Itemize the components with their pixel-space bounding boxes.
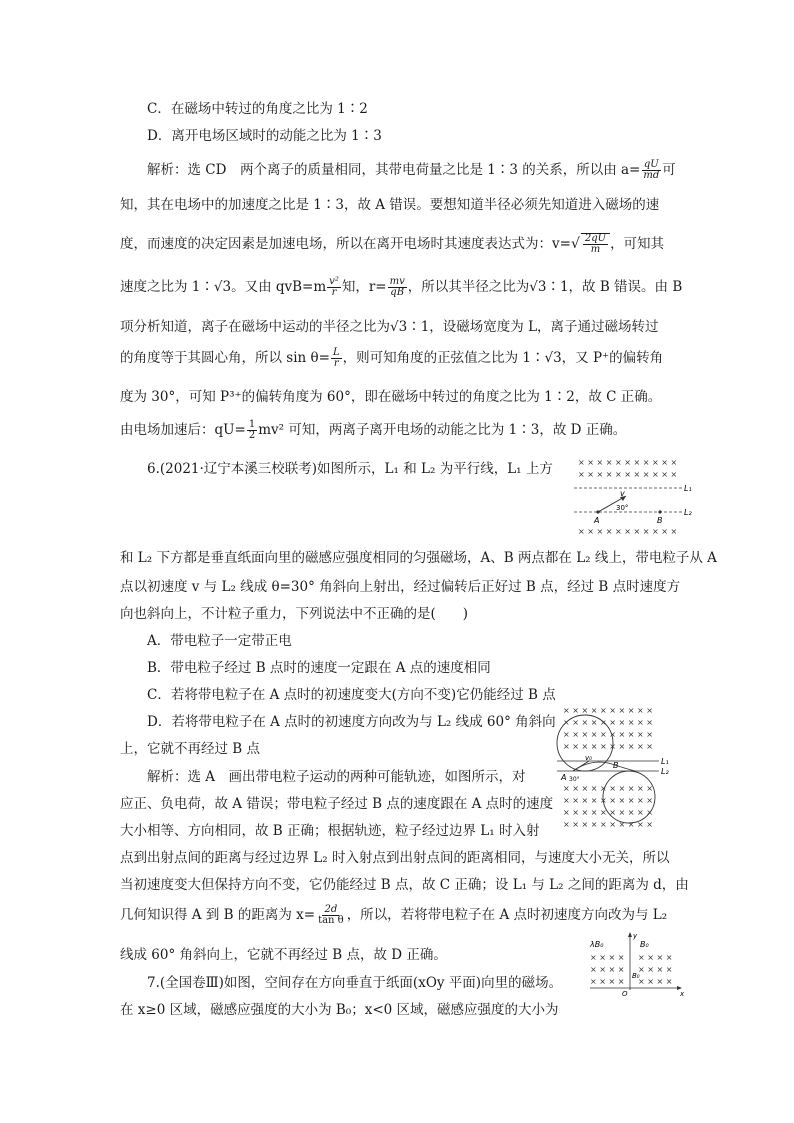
label-b0-lower: B₀: [632, 972, 640, 980]
field-crosses-upper: [563, 706, 653, 751]
q6-line-2: 和 L₂ 下方都是垂直纸面向里的磁感应强度相同的匀强磁场，A、B 两点都在 L₂ 线上，带电粒子从 A: [120, 550, 717, 566]
analysis-line-5: 项分析知道，离子在磁场中运动的半径之比为√3∶1，设磁场宽度为 L，离子通过磁场转过: [120, 319, 659, 335]
velocity-arrow: [573, 761, 589, 771]
analysis-line-7: 度为 30°，可知 P³⁺的偏转角度为 60°，即在磁场中转过的角度之比为 1∶2，故 C 正确。: [120, 389, 662, 405]
q6-option-d-2: 上，它就不再经过 B 点: [120, 741, 261, 757]
label-b: B: [613, 761, 619, 770]
field-crosses: [590, 953, 672, 986]
q7-line-1: 7.(全国卷Ⅲ)如图，空间存在方向垂直于纸面(xOy 平面)向里的磁场。: [147, 975, 563, 991]
label-l2: L₂: [684, 508, 692, 517]
analysis6-line-7: 线成 60° 角斜向上，它就不再经过 B 点，故 D 正确。: [120, 947, 447, 963]
analysis6-line-2: 应正、负电荷，故 A 错误；带电粒子经过 B 点的速度跟在 A 点时的速度: [120, 796, 554, 812]
analysis6-line-6: 几何知识得 A 到 B 的距离为 x= $\frac{2d}{\text{tan θ}}$ ，所以，若将带电粒子在 A 点时初速度方向改为与 L₂: [120, 903, 668, 926]
q6-line-3: 点以初速度 v 与 L₂ 线成 θ=30° 角斜向上射出，经过偏转后正好过 B 点，经过 B 点时速度方: [120, 579, 681, 595]
q6-option-d-1: D．若将带电粒子在 A 点时的初速度方向改为与 L₂ 线成 60° 角斜向: [147, 714, 556, 730]
label-a: A: [594, 516, 600, 525]
analysis-line-1: 解析：选 CD 两个离子的质量相同，其带电荷量之比是 1∶3 的关系，所以由 a= $\frac{qU}{md}$ 可: [147, 158, 676, 181]
label-y: y: [633, 932, 638, 940]
q6-solution-figure: [555, 703, 675, 833]
analysis6-line-5: 当初速度变大但保持方向不变，它仍能经过 B 点，故 C 正确；设 L₁ 与 L₂ 之间的距离为 d，由: [120, 877, 689, 893]
analysis-line-3: 度，而速度的决定因素是加速电场，所以在离开电场时其速度表达式为：v=√ $\frac{2qU}{m}$ ，可知其: [120, 232, 665, 255]
svg-text:× × × ×: × × × ×: [638, 953, 673, 962]
label-b0: B₀: [640, 940, 649, 949]
svg-text:× × × × × × × × × × ×: × × × × × × × × × × ×: [578, 458, 678, 467]
svg-text:× × × ×: × × × ×: [590, 977, 625, 986]
svg-text:× × × ×: × × × ×: [638, 965, 673, 974]
svg-text:× × × × × × × × × ×: × × × × × × × × × ×: [563, 742, 653, 751]
svg-text:× × × ×: × × × ×: [590, 953, 625, 962]
analysis6-line-3: 大小相等、方向相同，故 B 正确；根据轨迹，粒子经过边界 L₁ 时入射: [120, 823, 540, 839]
analysis-line-8: 由电场加速后：qU= $\frac{1}{2}$ mv² 可知，两离子离开电场的动能之比为 1∶3，故 D 正确。: [120, 418, 627, 441]
analysis-line-4: 速度之比为 1∶√3。又由 qvB=m $\frac{\text{v²}}{r}$ 知，r= $\frac{mv}{qB}$ ，所以其半径之比为√3∶1，故 B 错误。由 B: [120, 275, 683, 298]
field-crosses-lower: [563, 784, 653, 829]
svg-text:× × × × × × × × × × ×: × × × × × × × × × × ×: [578, 470, 678, 479]
point-b: [658, 510, 661, 513]
analysis-line-2: 知，其在电场中的加速度之比是 1∶3，故 A 错误。要想知道半径必须先知道进入磁场的速: [120, 197, 660, 213]
label-angle: 30°: [569, 776, 580, 783]
svg-text:× × × × × × × × × ×: × × × × × × × × × ×: [563, 718, 653, 727]
option-d: D．离开电场区域时的动能之比为 1∶3: [147, 128, 382, 144]
svg-text:× × × × × × × × × ×: × × × × × × × × × ×: [563, 706, 653, 715]
q6-option-a: A．带电粒子一定带正电: [147, 633, 292, 649]
field-crosses-top: [578, 458, 677, 479]
analysis6-line-4: 点到出射点间的距离与经过边界 L₂ 时入射点到出射点间的距离相同，与速度大小无关，所以: [120, 850, 670, 866]
label-v: v₀: [585, 754, 592, 762]
q6-line-4: 向也斜向上，不计粒子重力，下列说法中不正确的是( ): [120, 606, 469, 622]
svg-text:× × × ×: × × × ×: [590, 965, 625, 974]
q6-option-c: C．若将带电粒子在 A 点时的初速度变大(方向不变)它仍能经过 B 点: [147, 687, 556, 703]
label-l1: L₁: [684, 484, 692, 493]
label-l2: L₂: [661, 767, 669, 776]
svg-text:× × × × × × × × × × ×: × × × × × × × × × × ×: [578, 527, 678, 536]
label-lambda-b0: λB₀: [590, 940, 604, 949]
q7-line-2: 在 x≥0 区域，磁感应强度的大小为 B₀；x<0 区域，磁感应强度的大小为: [120, 1002, 559, 1018]
q7-figure: [588, 930, 688, 1000]
svg-text:× × × × × × × × × ×: × × × × × × × × × ×: [563, 808, 653, 817]
label-x: x: [680, 990, 685, 998]
svg-text:× × × × × × × × × ×: × × × × × × × × × ×: [563, 730, 653, 739]
label-o: O: [622, 990, 628, 998]
analysis-line-6: 的角度等于其圆心角，所以 sin θ= $\frac{L}{r}$ ，则可知角度的正弦值之比为 1∶√3，又 P⁺的偏转角: [120, 346, 664, 369]
svg-text:× × × ×: × × × ×: [638, 977, 673, 986]
option-c: C．在磁场中转过的角度之比为 1∶2: [147, 101, 368, 117]
label-a: A: [561, 773, 567, 782]
label-v: v: [620, 489, 625, 498]
svg-text:× × × × × × × × × ×: × × × × × × × × × ×: [563, 820, 653, 829]
analysis6-line-1: 解析：选 A 画出带电粒子运动的两种可能轨迹，如图所示，对: [147, 769, 526, 785]
point-a: [596, 510, 599, 513]
svg-text:× × × × × × × × × ×: × × × × × × × × × ×: [563, 796, 653, 805]
label-angle: 30°: [616, 504, 629, 512]
q6-option-b: B．带电粒子经过 B 点时的速度一定跟在 A 点的速度相同: [147, 660, 491, 676]
q6-figure: [572, 454, 702, 540]
label-l1: L₁: [661, 757, 669, 766]
field-crosses-bottom: [578, 527, 677, 536]
label-b: B: [657, 516, 663, 525]
svg-text:× × × × × × × × × ×: × × × × × × × × × ×: [563, 784, 653, 793]
q6-line-1: 6.(2021·辽宁本溪三校联考)如图所示，L₁ 和 L₂ 为平行线，L₁ 上方: [147, 461, 553, 477]
